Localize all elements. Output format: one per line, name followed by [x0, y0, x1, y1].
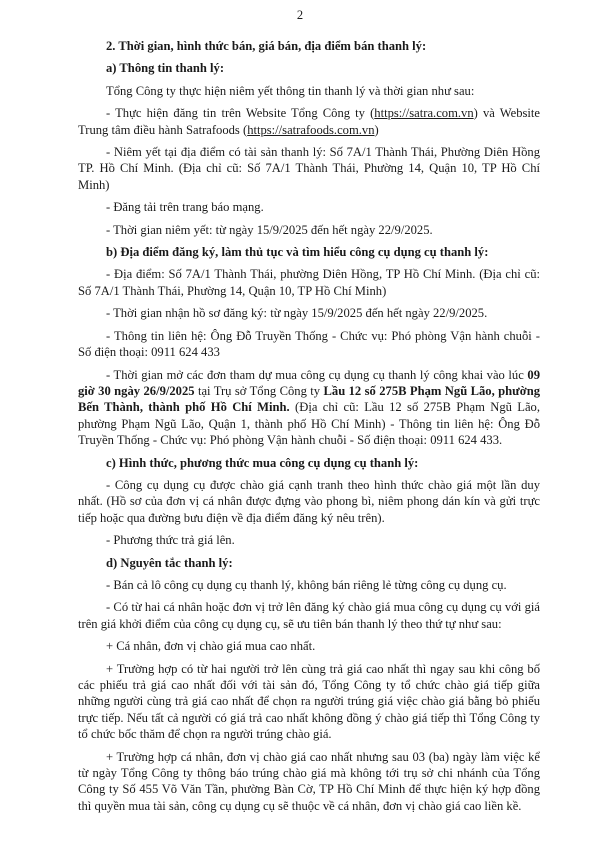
heading-d: d) Nguyên tắc thanh lý: [106, 555, 233, 570]
section-title: 2. Thời gian, hình thức bán, giá bán, địa điểm bán thanh lý: [106, 39, 427, 53]
para-d-lot: - Bán cả lô công cụ dụng cụ thanh lý, không bán riêng lẻ từng công cụ dụng cụ. [106, 577, 507, 592]
para-d-default: + Trường hợp cá nhân, đơn vị chào giá cao nhất nhưng sau 03 (ba) ngày làm việc kể từ ngày Tổng Công ty thông báo trúng chào giá mà không tới trụ sở chi nhánh của Tổng Công ty Số 455 Võ Văn Tần, phường Bàn Cờ, TP Hồ Chí Minh để thực hiện ký hợp đồng thì quyền mua tài sản, công cụ dụng cụ sẽ thuộc về cá nhân, đơn vị chào giá cao liền kề. [78, 749, 540, 813]
link-satrafoods[interactable]: https://satrafoods.com.vn [247, 122, 375, 137]
link-satra[interactable]: https://satra.com.vn [374, 106, 474, 121]
heading-a: a) Thông tin thanh lý: [106, 61, 225, 76]
text-b-p4-post: (Địa chỉ cũ: Lầu 12 số 275B Phạm Ngũ Lão, phường Phạm Ngũ Lão, Quận 1, thành phố Hồ Chí Minh) - Thông tin liên hệ: Ông Đỗ Truyền Thống - Chức vụ: Phó phòng Vận hành chuỗi - Số điện thoại: 0911 624 433. [78, 400, 540, 448]
para-d-priority: - Có từ hai cá nhân hoặc đơn vị trở lên đăng ký chào giá mua công cụ dụng cụ với giá trên giá khởi điểm của công cụ dụng cụ, sẽ ưu tiên bán thanh lý theo thứ tự như sau: [78, 600, 540, 631]
para-c-method: - Công cụ dụng cụ được chào giá cạnh tranh theo hình thức chào giá một lần duy nhất. (Hồ sơ của đơn vị cá nhân được đựng vào phong bì, niêm phong dán kín và gửi trực tiếp hoặc qua đường bưu điện về địa điểm đăng ký nêu trên). [78, 477, 540, 525]
text-a-p1-post: ) [374, 122, 379, 137]
text-b-p4-mid: tại Trụ sở Tổng Công ty [194, 383, 324, 398]
text-b-p4-pre: - Thời gian mở các đơn tham dự mua công cụ dụng cụ thanh lý công khai vào lúc [106, 367, 528, 382]
heading-b: b) Địa điểm đăng ký, làm thủ tục và tìm hiểu công cụ dụng cụ thanh lý: [106, 245, 489, 260]
text-a-p1-mid: ) và Website Trung tâm điều hành Satrafoods ( [78, 106, 540, 137]
text-b-p4-time: 09 giờ 30 ngày 26/9/2025 [78, 367, 540, 398]
page-number: 2 [296, 8, 304, 22]
para-a-websites [78, 105, 540, 138]
para-c-bidding: - Phương thức trả giá lên. [106, 533, 235, 548]
heading-c: c) Hình thức, phương thức mua công cụ dụng cụ thanh lý: [106, 455, 419, 470]
para-b-location: - Địa điểm: Số 7A/1 Thành Thái, phường Diên Hồng, TP Hồ Chí Minh. (Địa chỉ cũ: Số 7A/1 Thành Thái, Phường 14, Quận 10, TP Hồ Chí Minh) [78, 267, 540, 298]
para-a-press: - Đăng tải trên trang báo mạng. [106, 200, 264, 215]
para-b-contact: - Thông tin liên hệ: Ông Đỗ Truyền Thống - Chức vụ: Phó phòng Vận hành chuỗi - Số điện thoại: 0911 624 433 [78, 328, 540, 360]
para-a-time: - Thời gian niêm yết: từ ngày 15/9/2025 đến hết ngày 22/9/2025. [106, 222, 433, 237]
para-b-time: - Thời gian nhận hồ sơ đăng ký: từ ngày 15/9/2025 đến hết ngày 22/9/2025. [106, 306, 488, 321]
para-d-tie: + Trường hợp có từ hai người trở lên cùng trả giá cao nhất thì ngay sau khi công bố các phiếu trả giá cao nhất đối với tài sản đó, Tổng Công ty tổ chức chào giá tiếp giữa những người cùng trả giá cao nhất để chọn ra người trúng giá việc chào giá bằng bỏ phiếu trực tiếp. Nếu tất cả người có giá trả cao nhất không đồng ý chào giá tiếp thì Tổng Công ty tổ chức bốc thăm để chọn ra người trúng chào giá. [78, 661, 540, 742]
para-b-opening [78, 367, 540, 449]
para-d-highest: + Cá nhân, đơn vị chào giá mua cao nhất. [106, 639, 316, 654]
text-b-p4-address: Lầu 12 số 275B Phạm Ngũ Lão, phường Bến Thành, thành phố Hồ Chí Minh. [78, 383, 541, 415]
text-a-p1-pre: - Thực hiện đăng tin trên Website Tổng Công ty ( [106, 106, 375, 121]
para-a-location: - Niêm yết tại địa điểm có tài sản thanh lý: Số 7A/1 Thành Thái, Phường Diên Hồng TP. Hồ Chí Minh. (Địa chỉ cũ: Số 7A/1 Thành Thái, Phường 14, Quận 10, TP Hồ Chí Minh) [78, 145, 540, 192]
document-body [78, 38, 540, 820]
para-a-intro: Tổng Công ty thực hiện niêm yết thông tin thanh lý và thời gian như sau: [106, 83, 475, 98]
